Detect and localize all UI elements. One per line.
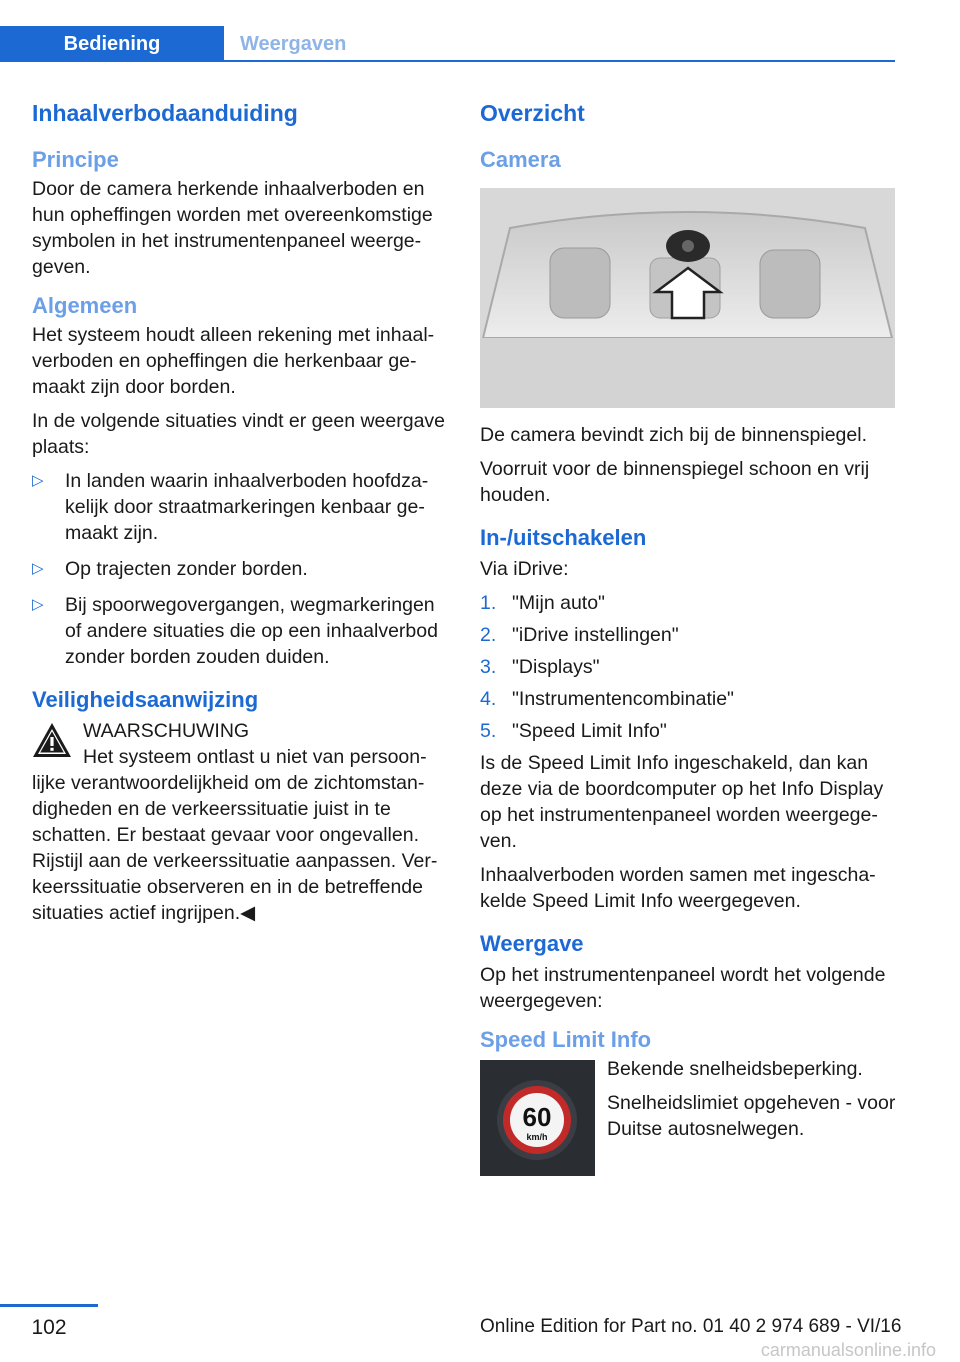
watermark: carmanualsonline.info [760, 1340, 936, 1360]
triangle-bullet-icon: ▷ [32, 472, 44, 489]
via-text: Via iDrive: [480, 558, 569, 580]
algemeen-heading: Algemeen [32, 293, 138, 318]
inuit-text-2: Inhaalverboden worden samen met ingeschakelde Speed Limit Info weergegeven. [480, 864, 876, 912]
warning-label: WAARSCHUWING [83, 720, 250, 742]
tab-weergaven[interactable]: Weergaven [240, 33, 347, 55]
camera-text-1: De camera bevindt zich bij de binnenspiegel. [480, 424, 867, 446]
edition-text: Online Edition for Part no. 01 40 2 974 689 - VI/16 [480, 1316, 902, 1337]
sign-value: 60 [522, 1102, 552, 1132]
triangle-bullet-icon: ▷ [32, 560, 44, 577]
situaties-list [32, 468, 448, 670]
list-item: 4. "Instrumentencombinatie" [480, 688, 734, 710]
list-item: 1. "Mijn auto" [480, 592, 605, 614]
list-item: 3. "Displays" [480, 656, 600, 678]
sli-block [480, 1056, 896, 1176]
sli-description [607, 1056, 897, 1150]
list-item: 2. "iDrive instellingen" [480, 624, 679, 646]
right-column [480, 98, 896, 1176]
camera-text-2: Voorruit voor de binnenspiegel schoon en vrij houden. [480, 458, 870, 506]
tab-bediening[interactable]: Bediening [0, 26, 224, 62]
idrive-steps [480, 590, 896, 744]
inuit-heading: In-/uitschakelen [480, 525, 647, 550]
sli-heading: Speed Limit Info [480, 1027, 652, 1052]
algemeen-text: Het systeem houdt alleen rekening met inhaalverboden en opheffingen die herkenbaar gemaakt zijn door borden. [32, 324, 435, 398]
warning-triangle-icon [32, 722, 72, 758]
camera-photo [480, 188, 895, 408]
warning-text: Het systeem ontlast u niet van persoonlijke verantwoordelijkheid om de zichtomstandigheden en de verkeerssituatie juist in te schatten. Er bestaat gevaar voor ongevallen. Rijstijl aan de verkeerssituatie aanpassen. Verkeerssituatie observeren en in de betreffende situaties actief ingrijpen.◀ [32, 746, 438, 924]
page-number: 102 [31, 1316, 67, 1339]
footer-rule [0, 1304, 98, 1307]
situaties-text: In de volgende situaties vindt er geen weergave plaats: [32, 410, 446, 458]
list-item: ▷ Op trajecten zonder borden. [32, 558, 308, 580]
sign-unit: km/h [526, 1132, 548, 1142]
left-column [32, 98, 448, 934]
list-item: ▷ Bij spoorwegovergangen, wegmarkeringen of andere situaties die op een inhaalverbod zonder borden zouden duiden. [32, 594, 438, 668]
speed-limit-sign-icon [480, 1060, 595, 1176]
overzicht-title: Overzicht [480, 100, 585, 126]
triangle-bullet-icon: ▷ [32, 596, 44, 613]
inuit-text-1: Is de Speed Limit Info ingeschakeld, dan kan deze via de boordcomputer op het Info Display op het instrumentenpaneel worden weergegeven. [480, 752, 884, 852]
header-rule [0, 60, 895, 62]
weergave-text: Op het instrumentenpaneel wordt het volgende weergegeven: [480, 964, 886, 1012]
list-item: 5. "Speed Limit Info" [480, 720, 667, 742]
weergave-heading: Weergave [480, 931, 584, 956]
principe-heading: Principe [32, 147, 119, 172]
veiligheid-heading: Veiligheidsaanwijzing [32, 687, 259, 712]
camera-heading: Camera [480, 147, 561, 172]
section-tabs [0, 26, 895, 62]
warning-block [32, 718, 448, 744]
section-title: Inhaalverbodaanduiding [32, 100, 298, 126]
sli-text-2: Snelheidslimiet opgeheven - voor Duitse autosnelwegen. [607, 1092, 896, 1140]
sli-text-1: Bekende snelheidsbeperking. [607, 1058, 863, 1080]
list-item: ▷ In landen waarin inhaalverboden hoofdzakelijk door straatmarkeringen kenbaar gemaakt zijn. [32, 470, 429, 544]
principe-text: Door de camera herkende inhaalverboden en hun opheffingen worden met overeenkomstige symbolen in het instrumentenpaneel weergegeven. [32, 178, 433, 278]
